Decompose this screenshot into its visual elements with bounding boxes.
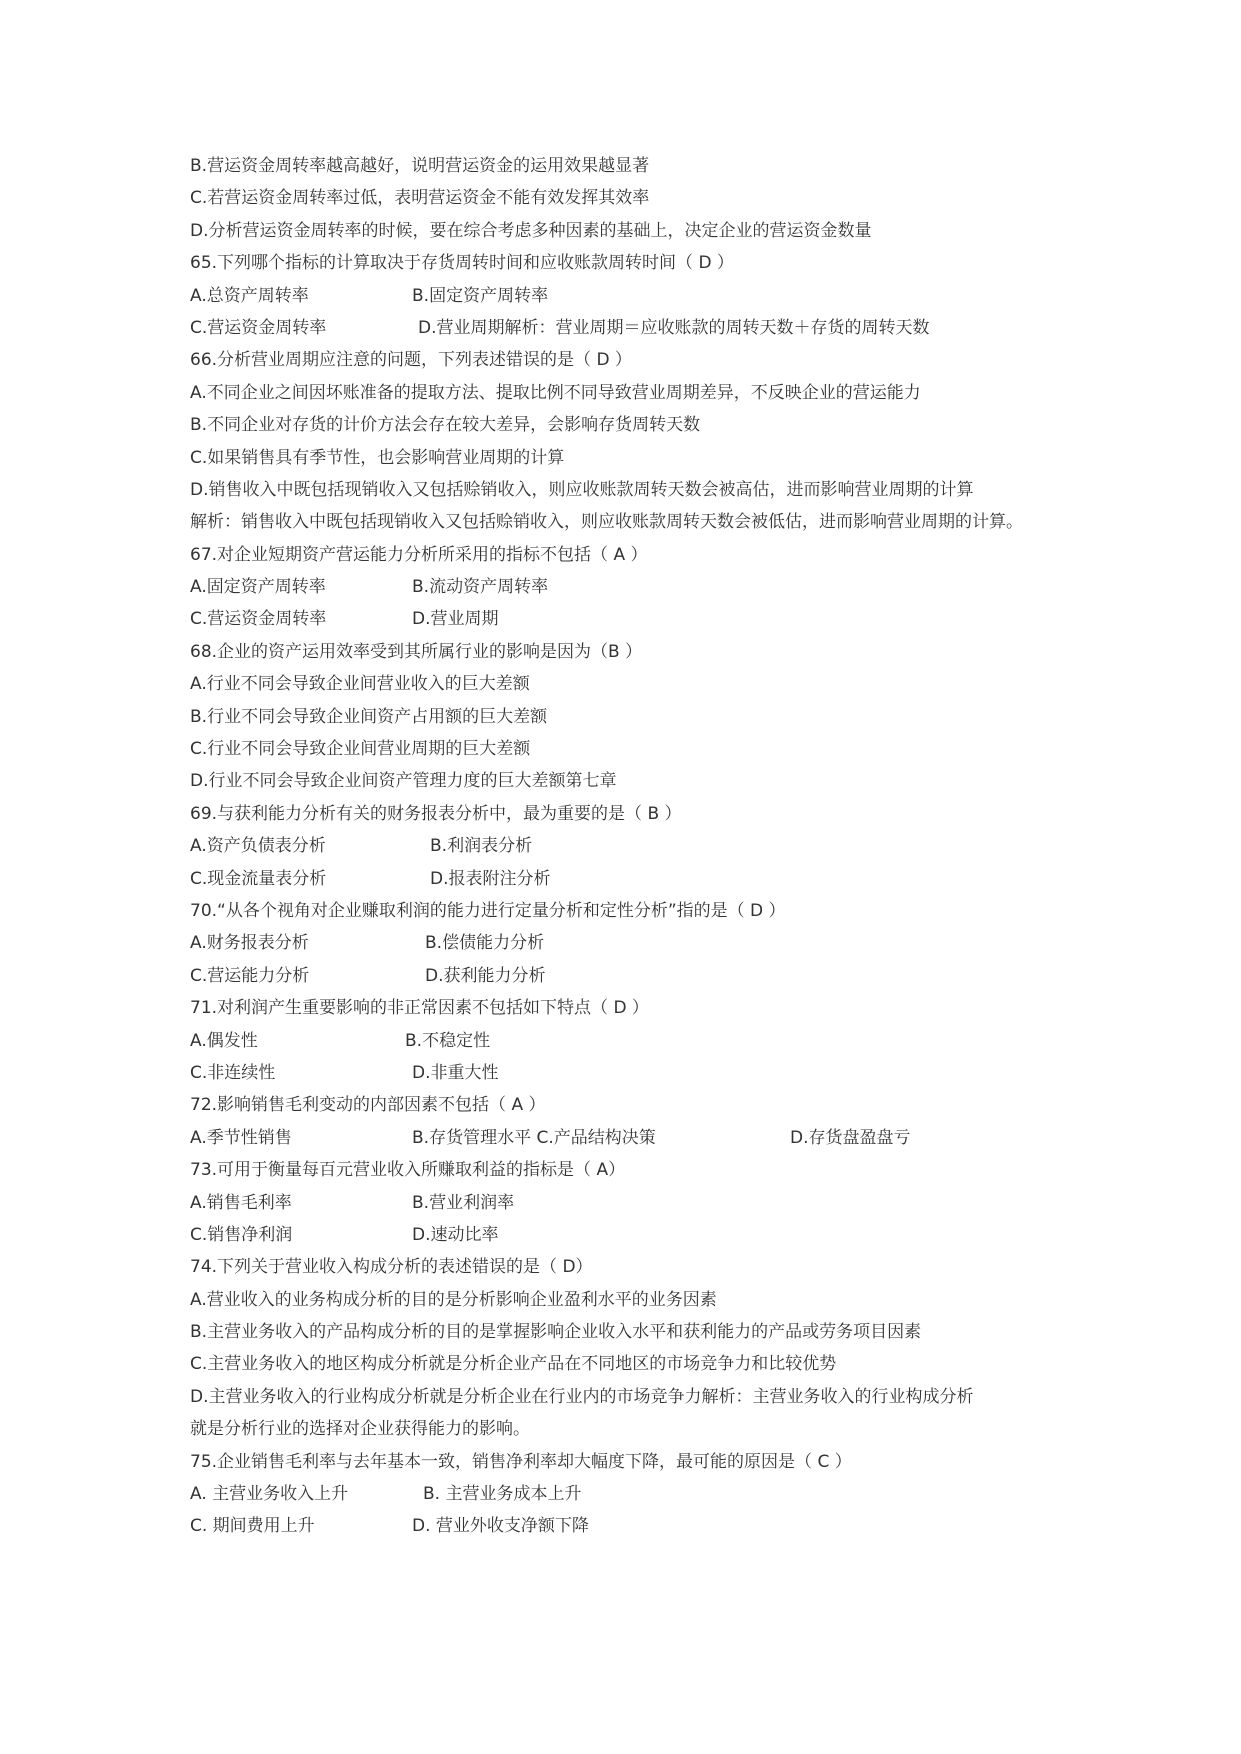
q73-options-row: [190, 1219, 1070, 1251]
q65-options-row: [190, 280, 1070, 312]
option-a: A.季节性销售: [190, 1127, 292, 1148]
q67-options-row: [190, 571, 1070, 603]
question-68: 68.企业的资产运用效率受到其所属行业的影响是因为（B ）: [190, 641, 643, 662]
q67-options-row: [190, 603, 1070, 635]
text-line: B.营运资金周转率越高越好，说明营运资金的运用效果越显著: [190, 156, 650, 176]
option-d: D.速动比率: [412, 1224, 499, 1245]
option-a: A.总资产周转率: [190, 285, 309, 306]
option-d: D.非重大性: [412, 1062, 499, 1083]
option-c: C.非连续性: [190, 1062, 276, 1083]
question-70: 70.“从各个视角对企业赚取利润的能力进行定量分析和定性分析”指的是（ D ）: [190, 901, 786, 921]
option-b: B.不同企业对存货的计价方法会存在较大差异，会影响存货周转天数: [190, 415, 701, 436]
option-c: C.行业不同会导致企业间营业周期的巨大差额: [190, 739, 531, 760]
question-73: 73.可用于衡量每百元营业收入所赚取利益的指标是（ A）: [190, 1160, 626, 1181]
option-b: B.利润表分析: [430, 836, 533, 857]
question-75: 75.企业销售毛利率与去年基本一致，销售净利率却大幅度下降，最可能的原因是（ C ）: [190, 1451, 852, 1472]
option-d: D.报表附注分析: [430, 868, 551, 889]
option-a: A.固定资产周转率: [190, 577, 326, 598]
option-d: D.主营业务收入的行业构成分析就是分析企业在行业内的市场竞争力解析：主营业务收入的行业构成分析: [190, 1386, 974, 1407]
q73-options-row: [190, 1187, 1070, 1219]
option-c: C.现金流量表分析: [190, 868, 327, 889]
question-65: 65.下列哪个指标的计算取决于存货周转时间和应收账款周转时间（ D ）: [190, 253, 734, 274]
q75-options-row: [190, 1510, 1070, 1542]
option-c: C. 期间费用上升: [190, 1516, 315, 1537]
q71-options-row: [190, 1025, 1070, 1057]
text-line: C.若营运资金周转率过低，表明营运资金不能有效发挥其效率: [190, 188, 650, 209]
question-72: 72.影响销售毛利变动的内部因素不包括（ A ）: [190, 1095, 546, 1116]
document-page: [190, 150, 1070, 1543]
option-c: C.营运能力分析: [190, 965, 310, 986]
option-b: B.流动资产周转率: [412, 577, 549, 598]
option-b: B.不稳定性: [405, 1030, 491, 1051]
q69-options-row: [190, 830, 1070, 862]
q65-options-row: [190, 312, 1070, 344]
option-d: D.获利能力分析: [425, 965, 546, 986]
option-d: D.营业周期: [412, 609, 499, 630]
option-b: B.固定资产周转率: [412, 285, 549, 306]
option-d: D.存货盘盈盘亏: [790, 1127, 911, 1148]
option-c: C.营运资金周转率: [190, 609, 327, 630]
question-71: 71.对利润产生重要影响的非正常因素不包括如下特点（ D ）: [190, 998, 649, 1019]
option-d: D.销售收入中既包括现销收入又包括赊销收入，则应收账款周转天数会被高估，进而影响营业周期的计算: [190, 479, 974, 500]
option-b: B.行业不同会导致企业间资产占用额的巨大差额: [190, 706, 548, 727]
option-c: C.主营业务收入的地区构成分析就是分析企业产品在不同地区的市场竞争力和比较优势: [190, 1354, 837, 1375]
question-74: 74.下列关于营业收入构成分析的表述错误的是（ D）: [190, 1257, 593, 1278]
q72-options-row: [190, 1122, 1070, 1154]
text-line: D.分析营运资金周转率的时候，要在综合考虑多种因素的基础上，决定企业的营运资金数量: [190, 220, 872, 241]
option-b: B. 主营业务成本上升: [423, 1484, 582, 1505]
q71-options-row: [190, 1057, 1070, 1089]
option-a: A.偶发性: [190, 1030, 258, 1051]
option-b: B.营业利润率: [412, 1192, 515, 1213]
option-a: A.销售毛利率: [190, 1192, 292, 1213]
option-a: A.资产负债表分析: [190, 836, 326, 857]
question-67: 67.对企业短期资产营运能力分析所采用的指标不包括（ A ）: [190, 544, 648, 565]
q70-options-row: [190, 927, 1070, 959]
q70-options-row: [190, 960, 1070, 992]
question-69: 69.与获利能力分析有关的财务报表分析中，最为重要的是（ B ）: [190, 803, 682, 824]
option-a: A.行业不同会导致企业间营业收入的巨大差额: [190, 674, 530, 695]
explanation: 就是分析行业的选择对企业获得能力的影响。: [190, 1419, 530, 1440]
option-a: A.营业收入的业务构成分析的目的是分析影响企业盈利水平的业务因素: [190, 1289, 717, 1310]
q75-options-row: [190, 1478, 1070, 1510]
option-c: C.营运资金周转率: [190, 317, 327, 338]
option-a: A.财务报表分析: [190, 933, 309, 954]
option-d: D. 营业外收支净额下降: [412, 1516, 589, 1537]
option-c: C.如果销售具有季节性，也会影响营业周期的计算: [190, 447, 565, 468]
option-d: D.行业不同会导致企业间资产管理力度的巨大差额第七章: [190, 771, 617, 792]
option-a: A.不同企业之间因坏账准备的提取方法、提取比例不同导致营业周期差异，不反映企业的营运能力: [190, 382, 921, 403]
option-c: C.销售净利润: [190, 1224, 293, 1245]
option-b: B.偿债能力分析: [425, 933, 545, 954]
option-a: A. 主营业务收入上升: [190, 1484, 349, 1505]
option-b: B.主营业务收入的产品构成分析的目的是掌握影响企业收入水平和获利能力的产品或劳务项目因素: [190, 1322, 922, 1343]
option-bc: B.存货管理水平 C.产品结构决策: [412, 1127, 656, 1148]
question-66: 66.分析营业周期应注意的问题，下列表述错误的是（ D ）: [190, 350, 632, 371]
option-d: D.营业周期解析：营业周期＝应收账款的周转天数＋存货的周转天数: [418, 317, 930, 338]
q69-options-row: [190, 863, 1070, 895]
explanation: 解析：销售收入中既包括现销收入又包括赊销收入，则应收账款周转天数会被低估，进而影响营业周期的计算。: [190, 512, 1023, 533]
